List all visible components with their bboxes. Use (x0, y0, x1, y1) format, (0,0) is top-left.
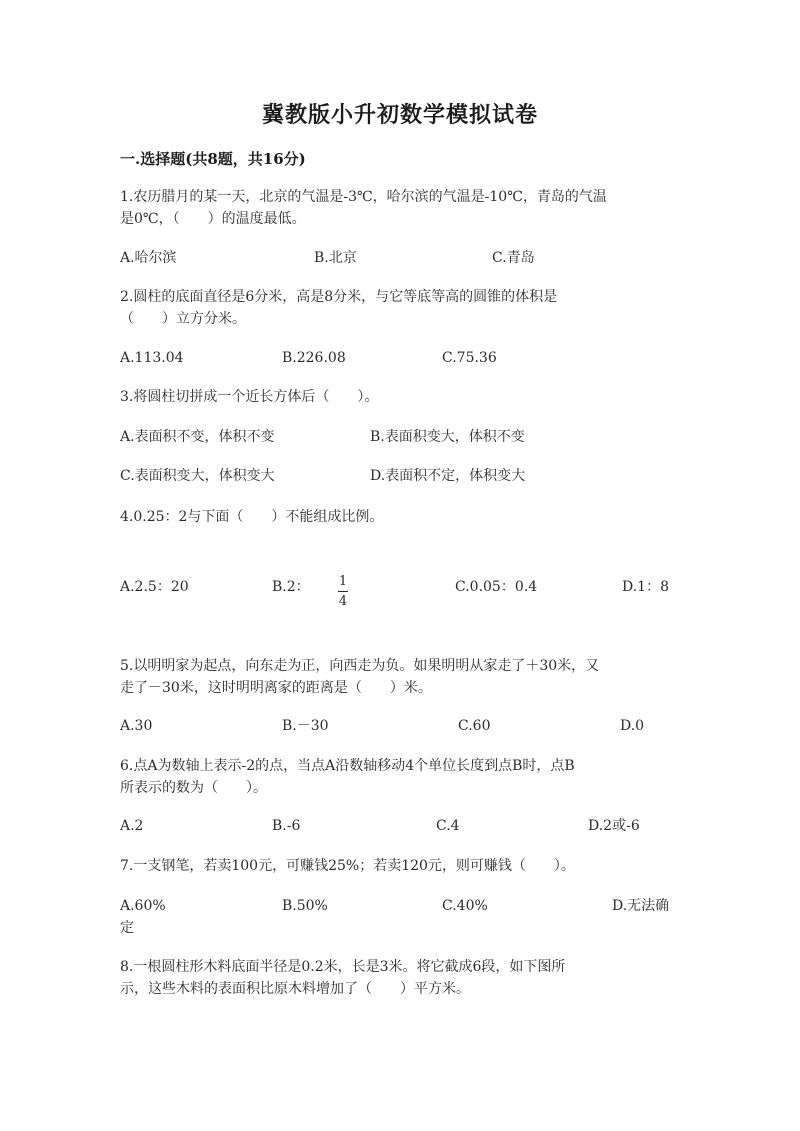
question-5-option-a: A.30 (120, 718, 153, 734)
question-2-option-b: B.226.08 (282, 350, 346, 366)
question-5-line-2: 走了－30米，这时明明离家的距离是（ ）米。 (120, 680, 432, 696)
question-6-option-c: C.4 (436, 818, 460, 834)
question-4-option-b-fraction (338, 570, 348, 609)
section-heading: 一.选择题(共8题，共16分) (120, 150, 306, 168)
fraction-denominator: 4 (338, 594, 348, 609)
question-5-line-1: 5.以明明家为起点，向东走为正，向西走为负。如果明明从家走了＋30米，又 (120, 658, 600, 674)
question-7-line-1: 7.一支钢笔，若卖100元，可赚钱25%；若卖120元，则可赚钱（ ）。 (120, 858, 575, 874)
question-4-option-d: D.1：8 (622, 579, 669, 595)
question-1-option-c: C.青岛 (492, 250, 535, 266)
question-3-option-b: B.表面积变大，体积不变 (370, 429, 525, 445)
page-title: 冀教版小升初数学模拟试卷 (261, 102, 538, 128)
question-7-option-d: D.无法确 (612, 898, 670, 914)
question-3-option-c: C.表面积变大，体积变大 (120, 468, 275, 484)
question-1-line-1: 1.农历腊月的某一天，北京的气温是-3℃，哈尔滨的气温是-10℃，青岛的气温 (120, 189, 607, 205)
question-5-option-d: D.0 (620, 718, 645, 734)
question-6-line-2: 所表示的数为（ ）。 (120, 780, 267, 796)
question-3-option-a: A.表面积不变，体积不变 (120, 429, 275, 445)
question-2-option-c: C.75.36 (442, 350, 497, 366)
question-3-option-d: D.表面积不定，体积变大 (370, 468, 526, 484)
question-4-line-1: 4.0.25：2与下面（ ）不能组成比例。 (120, 509, 384, 525)
question-6-line-1: 6.点A为数轴上表示-2的点，当点A沿数轴移动4个单位长度到点B时，点B (120, 758, 575, 774)
fraction-bar (338, 591, 348, 592)
question-7-option-a: A.60% (120, 898, 166, 914)
fraction-numerator: 1 (338, 574, 348, 589)
question-7-option-b: B.50% (282, 898, 328, 914)
question-6-option-a: A.2 (120, 818, 144, 834)
question-3-line-1: 3.将圆柱切拼成一个近长方体后（ ）。 (120, 389, 379, 405)
question-2-option-a: A.113.04 (120, 350, 184, 366)
question-4-option-b: B.2： (272, 579, 310, 595)
question-1-line-2: 是0℃，（ ）的温度最低。 (120, 211, 306, 227)
question-6-option-d: D.2或-6 (588, 818, 640, 834)
question-8-line-2: 示，这些木料的表面积比原木料增加了（ ）平方米。 (120, 981, 470, 997)
question-1-option-a: A.哈尔滨 (120, 250, 177, 266)
question-2-line-1: 2.圆柱的底面直径是6分米，高是8分米，与它等底等高的圆锥的体积是 (120, 289, 558, 305)
question-7-option-c: C.40% (442, 898, 488, 914)
question-8-line-1: 8.一根圆柱形木料底面半径是0.2米，长是3米。将它截成6段，如下图所 (120, 959, 566, 975)
question-1-option-b: B.北京 (314, 250, 357, 266)
question-6-option-b: B.-6 (272, 818, 301, 834)
question-5-option-b: B.－30 (282, 718, 329, 734)
question-5-option-c: C.60 (458, 718, 491, 734)
question-2-line-2: （ ）立方分米。 (120, 311, 246, 327)
question-7-option-d-wrap: 定 (120, 920, 134, 936)
question-4-option-c: C.0.05：0.4 (455, 579, 538, 595)
question-4-option-a: A.2.5：20 (120, 579, 189, 595)
